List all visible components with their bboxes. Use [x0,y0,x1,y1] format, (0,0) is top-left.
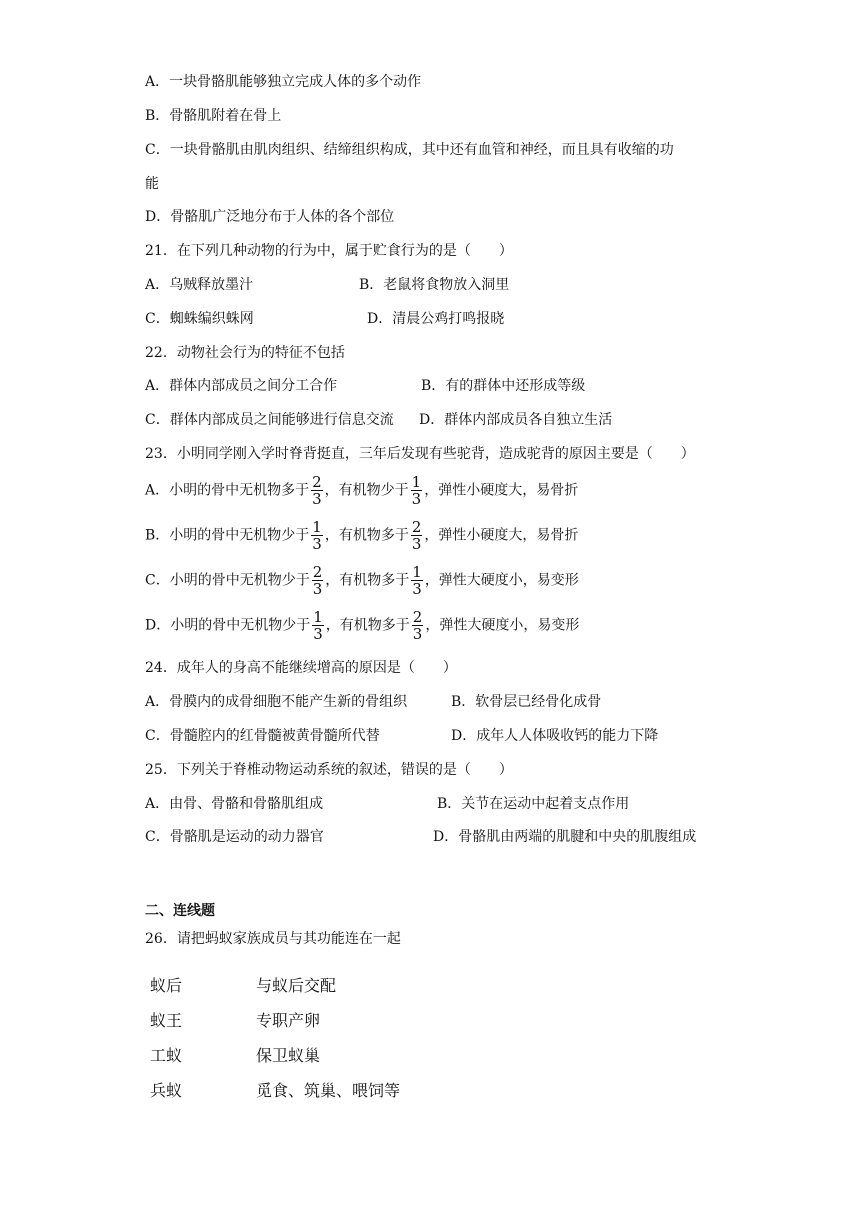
q20-option-c-line2: 能 [145,176,159,192]
q25-option-b: B．关节在运动中起着支点作用 [437,796,630,812]
denominator: 3 [313,625,323,643]
option-text: ，有机物多于 [325,617,410,634]
q22-option-b: B．有的群体中还形成等级 [421,378,586,394]
left-item: 工蚁 [150,1046,183,1065]
fraction [312,564,324,597]
q22-stem: 22．动物社会行为的特征不包括 [145,345,345,361]
q20-option-c-line1: C．一块骨骼肌由肌肉组织、结缔组织构成，其中还有血管和神经，而且具有收缩的功 [145,142,674,158]
option-text: C．小明的骨中无机物少于 [145,572,310,589]
denominator: 3 [312,490,322,508]
numerator: 1 [412,563,422,581]
numerator: 1 [313,608,323,626]
left-item: 兵蚁 [150,1081,183,1100]
q25-option-c: C．骨骼肌是运动的动力器官 [145,829,324,845]
option-text: ，有机物少于 [324,482,409,499]
option-text: ，弹性大硬度小，易变形 [424,572,579,589]
option-text: ，有机物多于 [325,572,410,589]
option-text: ，有机物多于 [324,527,409,544]
q21-option-c: C．蜘蛛编织蛛网 [145,311,254,327]
q25-option-d: D．骨骼肌由两端的肌腱和中央的肌腹组成 [433,829,697,845]
option-text: D．小明的骨中无机物少于 [145,617,311,634]
q23-option-c [145,564,579,597]
q21-option-a: A．乌贼释放墨汁 [145,277,254,293]
fraction [412,609,424,642]
fraction [411,564,423,597]
left-item: 蚁后 [150,976,183,995]
q24-option-c: C．骨髓腔内的红骨髓被黄骨髓所代替 [145,728,380,744]
denominator: 3 [312,535,322,553]
fraction [311,519,323,552]
denominator: 3 [312,580,323,598]
fraction [411,519,423,552]
numerator: 2 [411,518,422,536]
q23-stem: 23．小明同学刚入学时脊背挺直，三年后发现有些驼背，造成驼背的原因主要是（ ） [145,446,695,462]
section-title: 二、连线题 [145,903,215,919]
q21-option-d: D．清晨公鸡打鸣报晓 [367,311,505,327]
denominator: 3 [412,580,422,598]
right-item: 保卫蚁巢 [256,1046,321,1065]
q20-option-a: A．一块骨骼肌能够独立完成人体的多个动作 [145,74,422,90]
option-text: B．小明的骨中无机物少于 [145,527,310,544]
q24-option-d: D．成年人人体吸收钙的能力下降 [451,728,659,744]
q24-option-a: A．骨膜内的成骨细胞不能产生新的骨组织 [145,694,408,710]
q24-stem: 24．成年人的身高不能继续增高的原因是（ ） [145,660,457,676]
q22-option-d: D．群体内部成员各自独立生活 [419,412,613,428]
numerator: 2 [412,608,423,626]
denominator: 3 [411,490,422,508]
denominator: 3 [411,535,422,553]
q25-stem: 25．下列关于脊椎动物运动系统的叙述，错误的是（ ） [145,762,513,778]
denominator: 3 [412,625,423,643]
right-item: 觅食、筑巢、喂饲等 [256,1081,401,1100]
q23-option-d [145,609,579,642]
option-text: A．小明的骨中无机物多于 [145,482,310,499]
q22-option-a: A．群体内部成员之间分工合作 [145,378,338,394]
numerator: 1 [312,518,322,536]
q22-option-c: C．群体内部成员之间能够进行信息交流 [145,412,394,428]
numerator: 2 [312,473,322,491]
fraction [411,474,423,507]
q26-stem: 26．请把蚂蚁家族成员与其功能连在一起 [145,931,401,947]
q21-stem: 21．在下列几种动物的行为中，属于贮食行为的是（ ） [145,243,513,259]
left-item: 蚁王 [150,1011,183,1030]
q25-option-a: A．由骨、骨骼和骨骼肌组成 [145,796,324,812]
q23-option-a [145,474,578,507]
q20-option-d: D．骨骼肌广泛地分布于人体的各个部位 [145,209,395,225]
fraction [311,474,323,507]
q23-option-b [145,519,578,552]
option-text: ，弹性大硬度小，易变形 [425,617,580,634]
numerator: 1 [411,473,422,491]
q24-option-b: B．软骨层已经骨化成骨 [451,694,602,710]
right-item: 专职产卵 [256,1011,321,1030]
option-text: ，弹性小硬度大，易骨折 [424,482,579,499]
q20-option-b: B．骨骼肌附着在骨上 [145,108,282,124]
fraction [312,609,324,642]
q21-option-b: B．老鼠将食物放入洞里 [359,277,510,293]
option-text: ，弹性小硬度大，易骨折 [424,527,579,544]
right-item: 与蚁后交配 [256,976,337,995]
numerator: 2 [312,563,323,581]
